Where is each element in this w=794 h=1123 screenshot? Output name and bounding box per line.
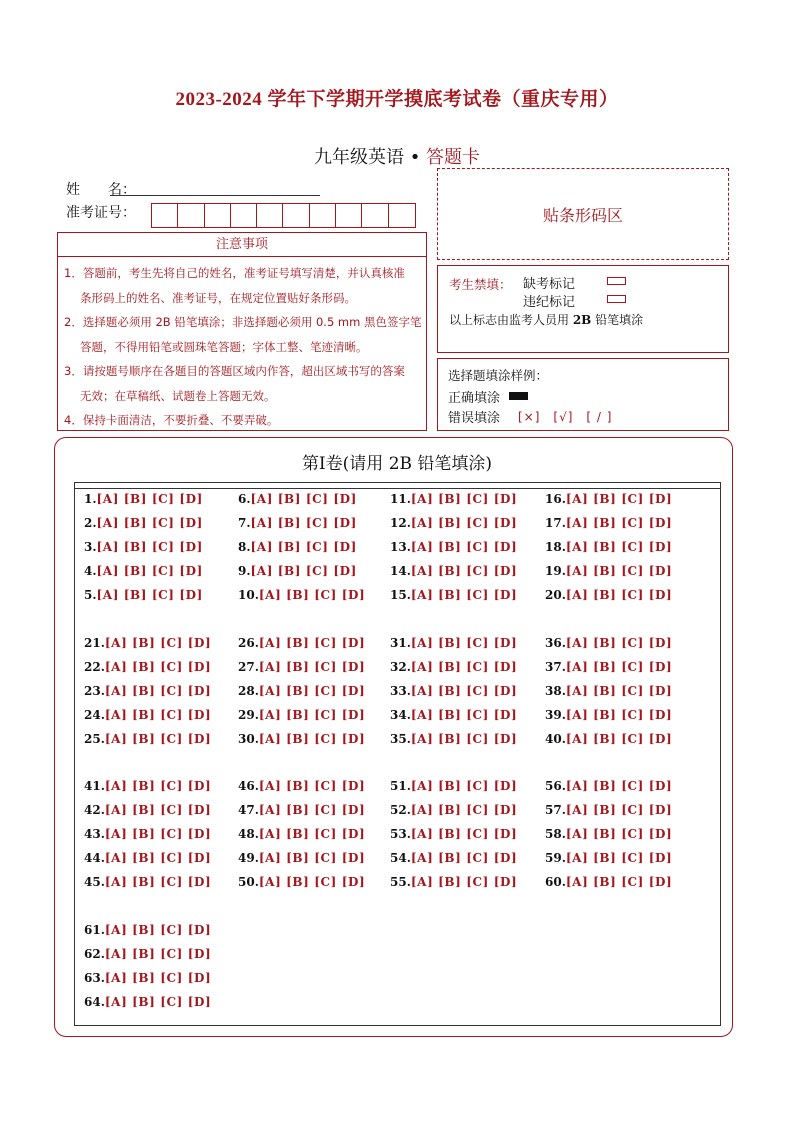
question-number: 39. xyxy=(545,708,566,722)
question-number: 49. xyxy=(238,851,259,865)
answer-options[interactable]: [A] [B] [C] [D] xyxy=(410,732,518,746)
wrong-fill-marks: [×] [√] [ / ] xyxy=(518,410,613,424)
question-28[interactable] xyxy=(238,684,365,698)
answer-options[interactable]: [A] [B] [C] [D] xyxy=(104,923,212,937)
answer-options[interactable]: [A] [B] [C] [D] xyxy=(410,492,518,506)
question-14[interactable] xyxy=(390,564,517,578)
question-17[interactable] xyxy=(545,516,672,530)
notice-body xyxy=(57,257,427,431)
question-46[interactable] xyxy=(238,779,365,793)
correct-fill-label: 正确填涂 xyxy=(448,391,501,406)
question-number: 41. xyxy=(84,779,105,793)
question-43[interactable] xyxy=(84,827,211,841)
question-number: 54. xyxy=(390,851,411,865)
notice-line: 条形码上的姓名、准考证号，在规定位置贴好条形码。 xyxy=(80,290,356,305)
question-number: 38. xyxy=(545,684,566,698)
exam-id-digit-box[interactable] xyxy=(205,204,231,227)
question-55[interactable] xyxy=(390,875,517,889)
exam-id-digit-box[interactable] xyxy=(336,204,362,227)
question-number: 15. xyxy=(390,588,411,602)
question-number: 61. xyxy=(84,923,105,937)
examinee-forbidden-panel xyxy=(437,265,729,353)
question-number: 51. xyxy=(390,779,411,793)
question-number: 45. xyxy=(84,875,105,889)
question-number: 11. xyxy=(390,492,411,506)
answer-options[interactable]: [A] [B] [C] [D] xyxy=(250,564,357,578)
question-25[interactable] xyxy=(84,732,211,746)
answer-options[interactable]: [A] [B] [C] [D] xyxy=(258,708,366,722)
question-number: 40. xyxy=(545,732,566,746)
answer-options[interactable]: [A] [B] [C] [D] xyxy=(258,732,366,746)
answer-options[interactable]: [A] [B] [C] [D] xyxy=(410,516,518,530)
question-number: 28. xyxy=(238,684,259,698)
question-6[interactable] xyxy=(238,492,357,506)
question-number: 59. xyxy=(545,851,566,865)
question-number: 35. xyxy=(390,732,411,746)
notice-line: 答题，不得用铅笔或圆珠笔答题；字体工整、笔迹清晰。 xyxy=(80,339,368,354)
answer-options[interactable]: [A] [B] [C] [D] xyxy=(258,851,366,865)
question-13[interactable] xyxy=(390,540,517,554)
question-number: 6. xyxy=(238,492,251,506)
notice-line: 1．答题前，考生先将自己的姓名，准考证号填写清楚，并认真核准 xyxy=(64,266,405,280)
name-field[interactable] xyxy=(110,195,320,196)
question-32[interactable] xyxy=(390,660,517,674)
question-number: 19. xyxy=(545,564,566,578)
answer-options[interactable]: [A] [B] [C] [D] xyxy=(104,732,212,746)
question-62[interactable] xyxy=(84,947,211,961)
question-number: 55. xyxy=(390,875,411,889)
answer-options[interactable]: [A] [B] [C] [D] xyxy=(104,851,212,865)
question-10[interactable] xyxy=(238,588,365,602)
question-38[interactable] xyxy=(545,684,672,698)
question-64[interactable] xyxy=(84,995,211,1009)
question-9[interactable] xyxy=(238,564,357,578)
question-26[interactable] xyxy=(238,636,365,650)
answer-options[interactable]: [A] [B] [C] [D] xyxy=(258,779,366,793)
question-number: 52. xyxy=(390,803,411,817)
question-41[interactable] xyxy=(84,779,211,793)
answer-options[interactable]: [A] [B] [C] [D] xyxy=(410,779,518,793)
answer-options[interactable]: [A] [B] [C] [D] xyxy=(104,684,212,698)
question-number: 10. xyxy=(238,588,259,602)
exam-id-boxes xyxy=(151,203,416,228)
question-number: 62. xyxy=(84,947,105,961)
barcode-label: 贴条形码区 xyxy=(542,205,623,225)
answer-options[interactable]: [A] [B] [C] [D] xyxy=(258,827,366,841)
question-number: 23. xyxy=(84,684,105,698)
question-16[interactable] xyxy=(545,492,672,506)
answer-options[interactable]: [A] [B] [C] [D] xyxy=(565,684,673,698)
notice-line: 4．保持卡面清洁，不要折叠、不要弄破。 xyxy=(64,413,279,427)
question-21[interactable] xyxy=(84,636,211,650)
exam-id-digit-box[interactable] xyxy=(362,204,388,227)
forbidden-note xyxy=(449,311,643,328)
question-number: 50. xyxy=(238,875,259,889)
question-number: 30. xyxy=(238,732,259,746)
answer-options[interactable]: [A] [B] [C] [D] xyxy=(258,803,366,817)
question-number: 7. xyxy=(238,516,251,530)
violation-mark-label: 违纪标记 xyxy=(523,295,576,310)
answer-options[interactable]: [A] [B] [C] [D] xyxy=(96,540,203,554)
question-number: 16. xyxy=(545,492,566,506)
question-29[interactable] xyxy=(238,708,365,722)
answer-options[interactable]: [A] [B] [C] [D] xyxy=(410,708,518,722)
question-number: 14. xyxy=(390,564,411,578)
question-30[interactable] xyxy=(238,732,365,746)
exam-id-label: 准考证号： xyxy=(66,205,136,221)
exam-id-digit-box[interactable] xyxy=(310,204,336,227)
answer-options[interactable]: [A] [B] [C] [D] xyxy=(410,875,518,889)
answer-options[interactable]: [A] [B] [C] [D] xyxy=(410,827,518,841)
answer-grid-double-line xyxy=(74,488,721,489)
exam-id-digit-box[interactable] xyxy=(283,204,309,227)
question-number: 1. xyxy=(84,492,97,506)
question-number: 5. xyxy=(84,588,97,602)
question-37[interactable] xyxy=(545,660,672,674)
answer-options[interactable]: [A] [B] [C] [D] xyxy=(104,803,212,817)
answer-options[interactable]: [A] [B] [C] [D] xyxy=(565,732,673,746)
question-50[interactable] xyxy=(238,875,365,889)
answer-options[interactable]: [A] [B] [C] [D] xyxy=(410,803,518,817)
question-5[interactable] xyxy=(84,588,203,602)
answer-options[interactable]: [A] [B] [C] [D] xyxy=(258,660,366,674)
answer-options[interactable]: [A] [B] [C] [D] xyxy=(565,540,673,554)
answer-options[interactable]: [A] [B] [C] [D] xyxy=(258,588,366,602)
exam-id-digit-box[interactable] xyxy=(178,204,204,227)
question-number: 53. xyxy=(390,827,411,841)
question-53[interactable] xyxy=(390,827,517,841)
question-8[interactable] xyxy=(238,540,357,554)
barcode-area xyxy=(437,168,729,260)
question-35[interactable] xyxy=(390,732,517,746)
question-58[interactable] xyxy=(545,827,672,841)
question-number: 46. xyxy=(238,779,259,793)
answer-options[interactable]: [A] [B] [C] [D] xyxy=(410,684,518,698)
question-number: 2. xyxy=(84,516,97,530)
question-number: 31. xyxy=(390,636,411,650)
answer-options[interactable]: [A] [B] [C] [D] xyxy=(565,492,673,506)
question-61[interactable] xyxy=(84,923,211,937)
question-20[interactable] xyxy=(545,588,672,602)
forbidden-note-bold: 2B xyxy=(572,313,592,327)
question-23[interactable] xyxy=(84,684,211,698)
question-number: 12. xyxy=(390,516,411,530)
absent-mark-label: 缺考标记 xyxy=(523,277,576,292)
answer-options[interactable]: [A] [B] [C] [D] xyxy=(410,540,518,554)
notice-line: 3．请按题号顺序在各题目的答题区域内作答，超出区域书写的答案 xyxy=(64,364,405,378)
answer-options[interactable]: [A] [B] [C] [D] xyxy=(410,588,518,602)
question-45[interactable] xyxy=(84,875,211,889)
question-number: 48. xyxy=(238,827,259,841)
answer-options[interactable]: [A] [B] [C] [D] xyxy=(104,636,212,650)
question-7[interactable] xyxy=(238,516,357,530)
notice-title: 注意事项 xyxy=(57,232,427,257)
answer-options[interactable]: [A] [B] [C] [D] xyxy=(96,564,203,578)
answer-options[interactable]: [A] [B] [C] [D] xyxy=(410,564,518,578)
question-number: 63. xyxy=(84,971,105,985)
answer-options[interactable]: [A] [B] [C] [D] xyxy=(96,588,203,602)
answer-options[interactable]: [A] [B] [C] [D] xyxy=(565,636,673,650)
exam-id-digit-box[interactable] xyxy=(389,204,415,227)
question-51[interactable] xyxy=(390,779,517,793)
question-number: 20. xyxy=(545,588,566,602)
question-number: 60. xyxy=(545,875,566,889)
answer-options[interactable]: [A] [B] [C] [D] xyxy=(104,971,212,985)
answer-options[interactable]: [A] [B] [C] [D] xyxy=(96,492,203,506)
question-number: 27. xyxy=(238,660,259,674)
answer-options[interactable]: [A] [B] [C] [D] xyxy=(410,851,518,865)
card-subtitle xyxy=(0,143,794,169)
question-number: 26. xyxy=(238,636,259,650)
notice-line: 无效；在草稿纸、试题卷上答题无效。 xyxy=(80,388,276,403)
answer-options[interactable]: [A] [B] [C] [D] xyxy=(565,827,673,841)
question-number: 64. xyxy=(84,995,105,1009)
question-number: 25. xyxy=(84,732,105,746)
answer-options[interactable]: [A] [B] [C] [D] xyxy=(250,516,357,530)
question-number: 22. xyxy=(84,660,105,674)
answer-options[interactable]: [A] [B] [C] [D] xyxy=(565,779,673,793)
page-title: 2023-2024 学年下学期开学摸底考试卷（重庆专用） xyxy=(175,89,619,110)
answer-options[interactable]: [A] [B] [C] [D] xyxy=(410,636,518,650)
answer-options[interactable]: [A] [B] [C] [D] xyxy=(258,684,366,698)
answer-options[interactable]: [A] [B] [C] [D] xyxy=(104,875,212,889)
subtitle-subject: 九年级英语 xyxy=(313,147,404,168)
answer-options[interactable]: [A] [B] [C] [D] xyxy=(104,827,212,841)
question-number: 8. xyxy=(238,540,251,554)
question-number: 58. xyxy=(545,827,566,841)
question-number: 33. xyxy=(390,684,411,698)
question-19[interactable] xyxy=(545,564,672,578)
wrong-fill-label: 错误填涂 xyxy=(448,411,501,426)
question-number: 44. xyxy=(84,851,105,865)
question-36[interactable] xyxy=(545,636,672,650)
question-60[interactable] xyxy=(545,875,672,889)
answer-options[interactable]: [A] [B] [C] [D] xyxy=(104,947,212,961)
question-3[interactable] xyxy=(84,540,203,554)
question-number: 42. xyxy=(84,803,105,817)
exam-id-digit-box[interactable] xyxy=(257,204,283,227)
question-57[interactable] xyxy=(545,803,672,817)
subtitle-separator: • xyxy=(403,147,427,168)
question-56[interactable] xyxy=(545,779,672,793)
question-44[interactable] xyxy=(84,851,211,865)
question-40[interactable] xyxy=(545,732,672,746)
question-49[interactable] xyxy=(238,851,365,865)
answer-options[interactable]: [A] [B] [C] [D] xyxy=(565,564,673,578)
question-47[interactable] xyxy=(238,803,365,817)
forbidden-note-pre: 以上标志由监考人员用 xyxy=(449,313,573,327)
question-number: 56. xyxy=(545,779,566,793)
answer-options[interactable]: [A] [B] [C] [D] xyxy=(258,636,366,650)
question-number: 32. xyxy=(390,660,411,674)
answer-options[interactable]: [A] [B] [C] [D] xyxy=(565,660,673,674)
question-number: 47. xyxy=(238,803,259,817)
question-4[interactable] xyxy=(84,564,203,578)
question-63[interactable] xyxy=(84,971,211,985)
sample-title: 选择题填涂样例： xyxy=(448,368,549,383)
question-number: 24. xyxy=(84,708,105,722)
forbidden-label: 考生禁填： xyxy=(449,277,512,292)
name-label: 姓 名： xyxy=(66,182,136,198)
absent-mark-box xyxy=(607,277,626,285)
answer-options[interactable]: [A] [B] [C] [D] xyxy=(258,875,366,889)
question-number: 34. xyxy=(390,708,411,722)
answer-options[interactable]: [A] [B] [C] [D] xyxy=(565,516,673,530)
question-22[interactable] xyxy=(84,660,211,674)
forbidden-note-post: 铅笔填涂 xyxy=(591,313,644,327)
question-number: 36. xyxy=(545,636,566,650)
answer-options[interactable]: [A] [B] [C] [D] xyxy=(104,708,212,722)
question-31[interactable] xyxy=(390,636,517,650)
subtitle-answer-card: 答题卡 xyxy=(426,147,481,168)
question-15[interactable] xyxy=(390,588,517,602)
question-number: 9. xyxy=(238,564,251,578)
answer-options[interactable]: [A] [B] [C] [D] xyxy=(565,708,673,722)
answer-options[interactable]: [A] [B] [C] [D] xyxy=(410,660,518,674)
question-18[interactable] xyxy=(545,540,672,554)
question-number: 3. xyxy=(84,540,97,554)
answer-options[interactable]: [A] [B] [C] [D] xyxy=(565,875,673,889)
question-52[interactable] xyxy=(390,803,517,817)
question-34[interactable] xyxy=(390,708,517,722)
question-2[interactable] xyxy=(84,516,203,530)
question-number: 29. xyxy=(238,708,259,722)
question-27[interactable] xyxy=(238,660,365,674)
answer-options[interactable]: [A] [B] [C] [D] xyxy=(565,588,673,602)
exam-id-digit-box[interactable] xyxy=(152,204,178,227)
answer-options[interactable]: [A] [B] [C] [D] xyxy=(565,803,673,817)
correct-fill-swatch xyxy=(509,392,528,400)
question-33[interactable] xyxy=(390,684,517,698)
question-1[interactable] xyxy=(84,492,203,506)
question-number: 13. xyxy=(390,540,411,554)
question-54[interactable] xyxy=(390,851,517,865)
question-48[interactable] xyxy=(238,827,365,841)
fill-sample-panel xyxy=(437,358,729,431)
exam-id-digit-box[interactable] xyxy=(231,204,257,227)
question-11[interactable] xyxy=(390,492,517,506)
answer-options[interactable]: [A] [B] [C] [D] xyxy=(96,516,203,530)
answer-options[interactable]: [A] [B] [C] [D] xyxy=(104,660,212,674)
question-12[interactable] xyxy=(390,516,517,530)
answer-options[interactable]: [A] [B] [C] [D] xyxy=(250,540,357,554)
violation-mark-box xyxy=(607,295,626,303)
notice-line: 2．选择题必须用 2B 铅笔填涂；非选择题必须用 0.5 mm 黑色签字笔 xyxy=(64,315,422,329)
question-39[interactable] xyxy=(545,708,672,722)
section-one-title: 第Ⅰ卷(请用 2B 铅笔填涂) xyxy=(301,454,493,474)
question-number: 43. xyxy=(84,827,105,841)
question-number: 18. xyxy=(545,540,566,554)
question-42[interactable] xyxy=(84,803,211,817)
question-number: 57. xyxy=(545,803,566,817)
question-number: 4. xyxy=(84,564,97,578)
answer-options[interactable]: [A] [B] [C] [D] xyxy=(104,995,212,1009)
question-number: 17. xyxy=(545,516,566,530)
question-24[interactable] xyxy=(84,708,211,722)
question-number: 21. xyxy=(84,636,105,650)
answer-options[interactable]: [A] [B] [C] [D] xyxy=(250,492,357,506)
answer-options[interactable]: [A] [B] [C] [D] xyxy=(104,779,212,793)
answer-options[interactable]: [A] [B] [C] [D] xyxy=(565,851,673,865)
question-59[interactable] xyxy=(545,851,672,865)
question-number: 37. xyxy=(545,660,566,674)
